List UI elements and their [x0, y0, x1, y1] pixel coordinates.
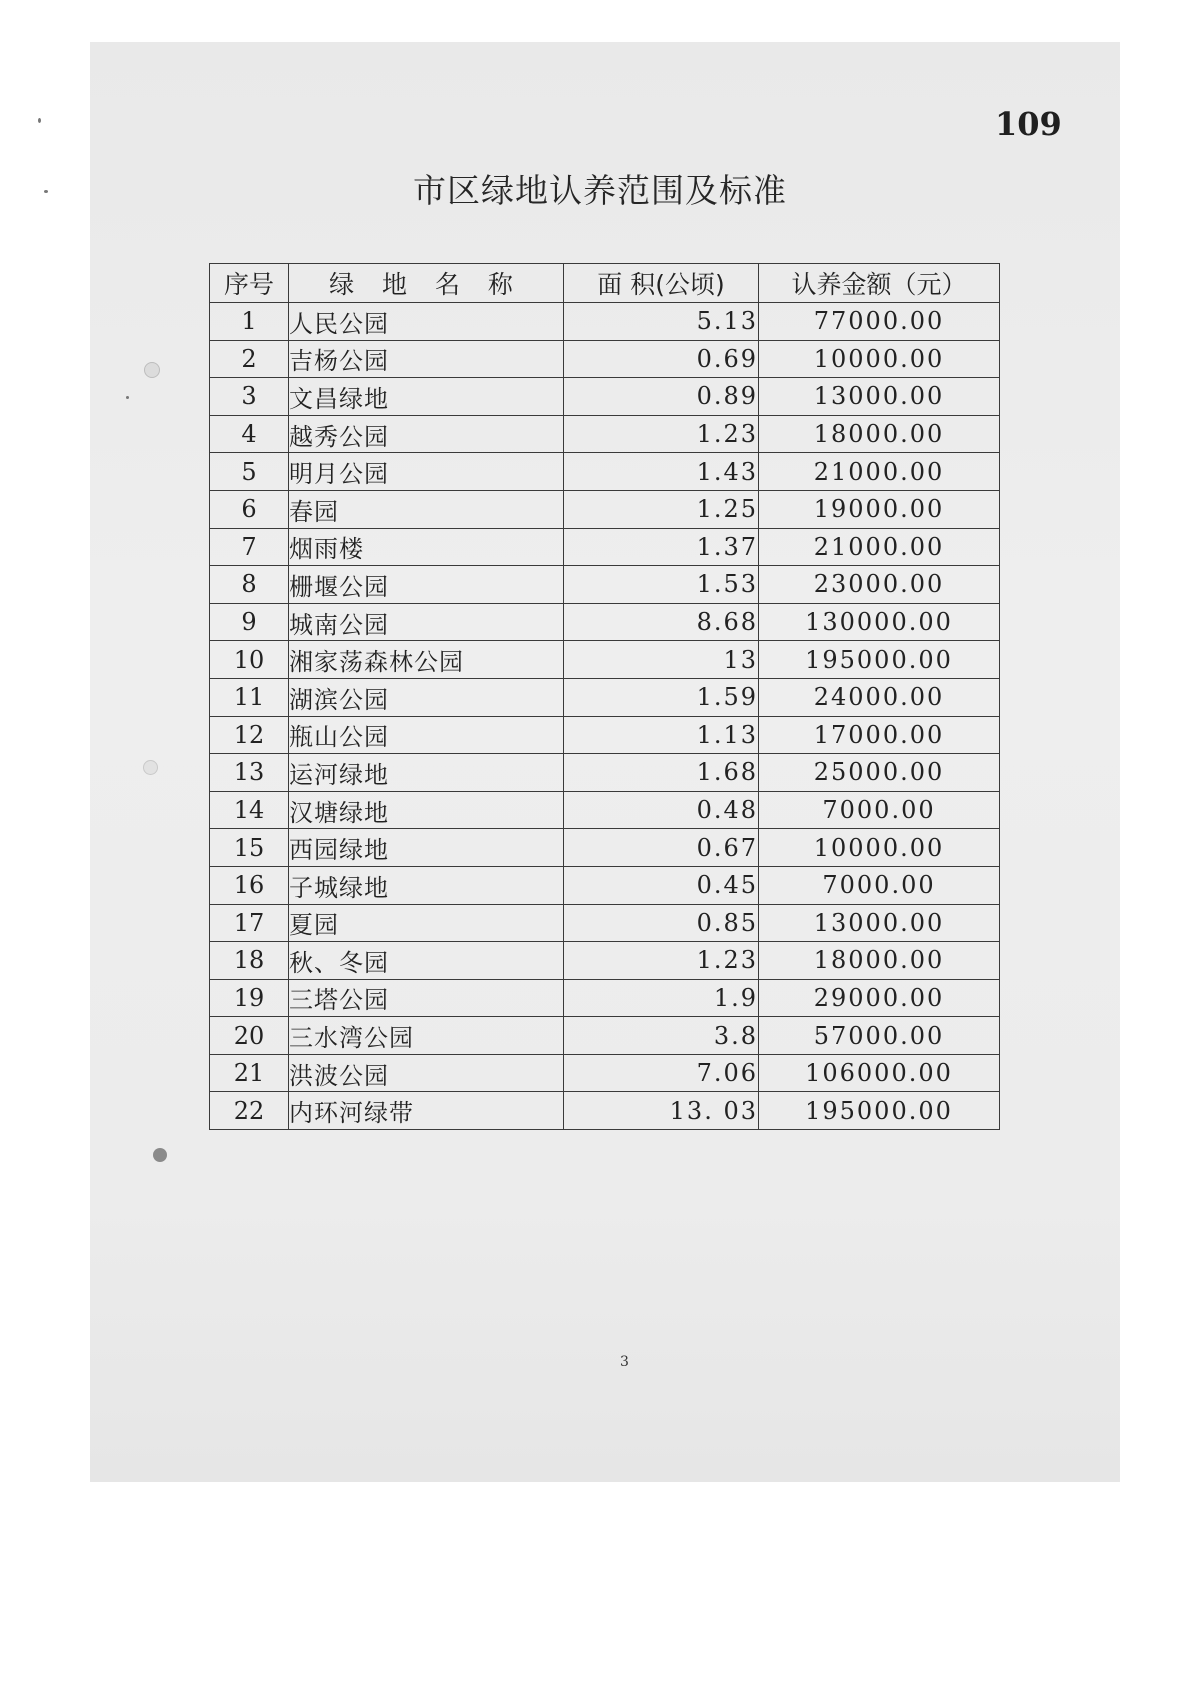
cell-amount: 10000.00 [759, 340, 1000, 378]
cell-area: 1.43 [564, 453, 759, 491]
punch-hole-middle [143, 760, 158, 775]
cell-area: 1.9 [564, 979, 759, 1017]
cell-amount: 10000.00 [759, 829, 1000, 867]
table-row [210, 791, 1000, 829]
cell-amount: 29000.00 [759, 979, 1000, 1017]
table-row [210, 979, 1000, 1017]
cell-name: 春园 [289, 490, 564, 528]
cell-name: 夏园 [289, 904, 564, 942]
cell-index: 6 [210, 490, 289, 528]
cell-amount: 18000.00 [759, 942, 1000, 980]
scan-speck [44, 190, 48, 193]
cell-index: 7 [210, 528, 289, 566]
cell-index: 8 [210, 566, 289, 604]
cell-index: 17 [210, 904, 289, 942]
table-row [210, 340, 1000, 378]
cell-index: 13 [210, 754, 289, 792]
cell-area: 8.68 [564, 603, 759, 641]
cell-index: 10 [210, 641, 289, 679]
cell-index: 22 [210, 1092, 289, 1130]
cell-amount: 23000.00 [759, 566, 1000, 604]
table-row [210, 829, 1000, 867]
cell-area: 1.13 [564, 716, 759, 754]
cell-amount: 24000.00 [759, 678, 1000, 716]
page-number: 109 [995, 105, 1062, 143]
cell-area: 13. 03 [564, 1092, 759, 1130]
header-index: 序号 [210, 264, 289, 303]
cell-name: 三水湾公园 [289, 1017, 564, 1055]
cell-area: 0.67 [564, 829, 759, 867]
cell-amount: 106000.00 [759, 1054, 1000, 1092]
cell-name: 汉塘绿地 [289, 791, 564, 829]
header-area: 面 积(公顷) [564, 264, 759, 303]
table-row [210, 866, 1000, 904]
cell-area: 1.53 [564, 566, 759, 604]
punch-hole-bottom [153, 1148, 167, 1162]
table-header-row [210, 264, 1000, 303]
cell-name: 城南公园 [289, 603, 564, 641]
cell-amount: 25000.00 [759, 754, 1000, 792]
table-row [210, 904, 1000, 942]
cell-name: 明月公园 [289, 453, 564, 491]
cell-amount: 19000.00 [759, 490, 1000, 528]
cell-name: 洪波公园 [289, 1054, 564, 1092]
cell-amount: 21000.00 [759, 453, 1000, 491]
table-row [210, 603, 1000, 641]
cell-amount: 195000.00 [759, 1092, 1000, 1130]
cell-area: 5.13 [564, 303, 759, 341]
table-row [210, 1092, 1000, 1130]
table-row [210, 641, 1000, 679]
cell-index: 12 [210, 716, 289, 754]
cell-amount: 17000.00 [759, 716, 1000, 754]
cell-area: 0.89 [564, 378, 759, 416]
cell-area: 1.23 [564, 415, 759, 453]
header-amount: 认养金额（元） [759, 264, 1000, 303]
cell-name: 子城绿地 [289, 866, 564, 904]
scan-speck [38, 118, 41, 123]
cell-index: 21 [210, 1054, 289, 1092]
table-body [210, 303, 1000, 1130]
table-row [210, 942, 1000, 980]
cell-index: 1 [210, 303, 289, 341]
cell-name: 西园绿地 [289, 829, 564, 867]
cell-area: 1.37 [564, 528, 759, 566]
cell-name: 栅堰公园 [289, 566, 564, 604]
cell-amount: 130000.00 [759, 603, 1000, 641]
cell-name: 人民公园 [289, 303, 564, 341]
cell-area: 1.59 [564, 678, 759, 716]
cell-amount: 57000.00 [759, 1017, 1000, 1055]
cell-amount: 13000.00 [759, 378, 1000, 416]
table-row [210, 678, 1000, 716]
cell-index: 20 [210, 1017, 289, 1055]
cell-name: 湘家荡森林公园 [289, 641, 564, 679]
table-row [210, 453, 1000, 491]
cell-name: 秋、冬园 [289, 942, 564, 980]
cell-amount: 195000.00 [759, 641, 1000, 679]
cell-index: 14 [210, 791, 289, 829]
cell-area: 0.85 [564, 904, 759, 942]
footer-page-number: 3 [620, 1354, 629, 1370]
cell-index: 9 [210, 603, 289, 641]
table-row [210, 303, 1000, 341]
cell-index: 4 [210, 415, 289, 453]
cell-index: 15 [210, 829, 289, 867]
table-row [210, 490, 1000, 528]
cell-name: 瓶山公园 [289, 716, 564, 754]
cell-index: 19 [210, 979, 289, 1017]
table-row [210, 378, 1000, 416]
cell-name: 越秀公园 [289, 415, 564, 453]
cell-amount: 77000.00 [759, 303, 1000, 341]
cell-area: 1.68 [564, 754, 759, 792]
table-row [210, 528, 1000, 566]
cell-name: 运河绿地 [289, 754, 564, 792]
cell-name: 文昌绿地 [289, 378, 564, 416]
cell-index: 2 [210, 340, 289, 378]
page-title: 市区绿地认养范围及标准 [413, 171, 787, 210]
table-row [210, 566, 1000, 604]
cell-amount: 13000.00 [759, 904, 1000, 942]
cell-name: 烟雨楼 [289, 528, 564, 566]
scan-speck [126, 396, 129, 399]
cell-index: 18 [210, 942, 289, 980]
cell-name: 内环河绿带 [289, 1092, 564, 1130]
cell-area: 0.69 [564, 340, 759, 378]
cell-area: 1.25 [564, 490, 759, 528]
cell-amount: 21000.00 [759, 528, 1000, 566]
cell-area: 1.23 [564, 942, 759, 980]
cell-amount: 7000.00 [759, 866, 1000, 904]
cell-index: 5 [210, 453, 289, 491]
cell-area: 3.8 [564, 1017, 759, 1055]
table-row [210, 415, 1000, 453]
table-row [210, 1054, 1000, 1092]
green-space-table [209, 263, 1000, 1130]
cell-index: 16 [210, 866, 289, 904]
cell-area: 7.06 [564, 1054, 759, 1092]
cell-name: 三塔公园 [289, 979, 564, 1017]
cell-area: 0.45 [564, 866, 759, 904]
cell-name: 吉杨公园 [289, 340, 564, 378]
cell-amount: 18000.00 [759, 415, 1000, 453]
cell-index: 11 [210, 678, 289, 716]
table-row [210, 716, 1000, 754]
cell-area: 0.48 [564, 791, 759, 829]
table-row [210, 1017, 1000, 1055]
cell-name: 湖滨公园 [289, 678, 564, 716]
cell-area: 13 [564, 641, 759, 679]
header-name: 绿 地 名 称 [289, 264, 564, 303]
cell-amount: 7000.00 [759, 791, 1000, 829]
punch-hole-top [144, 362, 160, 378]
cell-index: 3 [210, 378, 289, 416]
table-row [210, 754, 1000, 792]
